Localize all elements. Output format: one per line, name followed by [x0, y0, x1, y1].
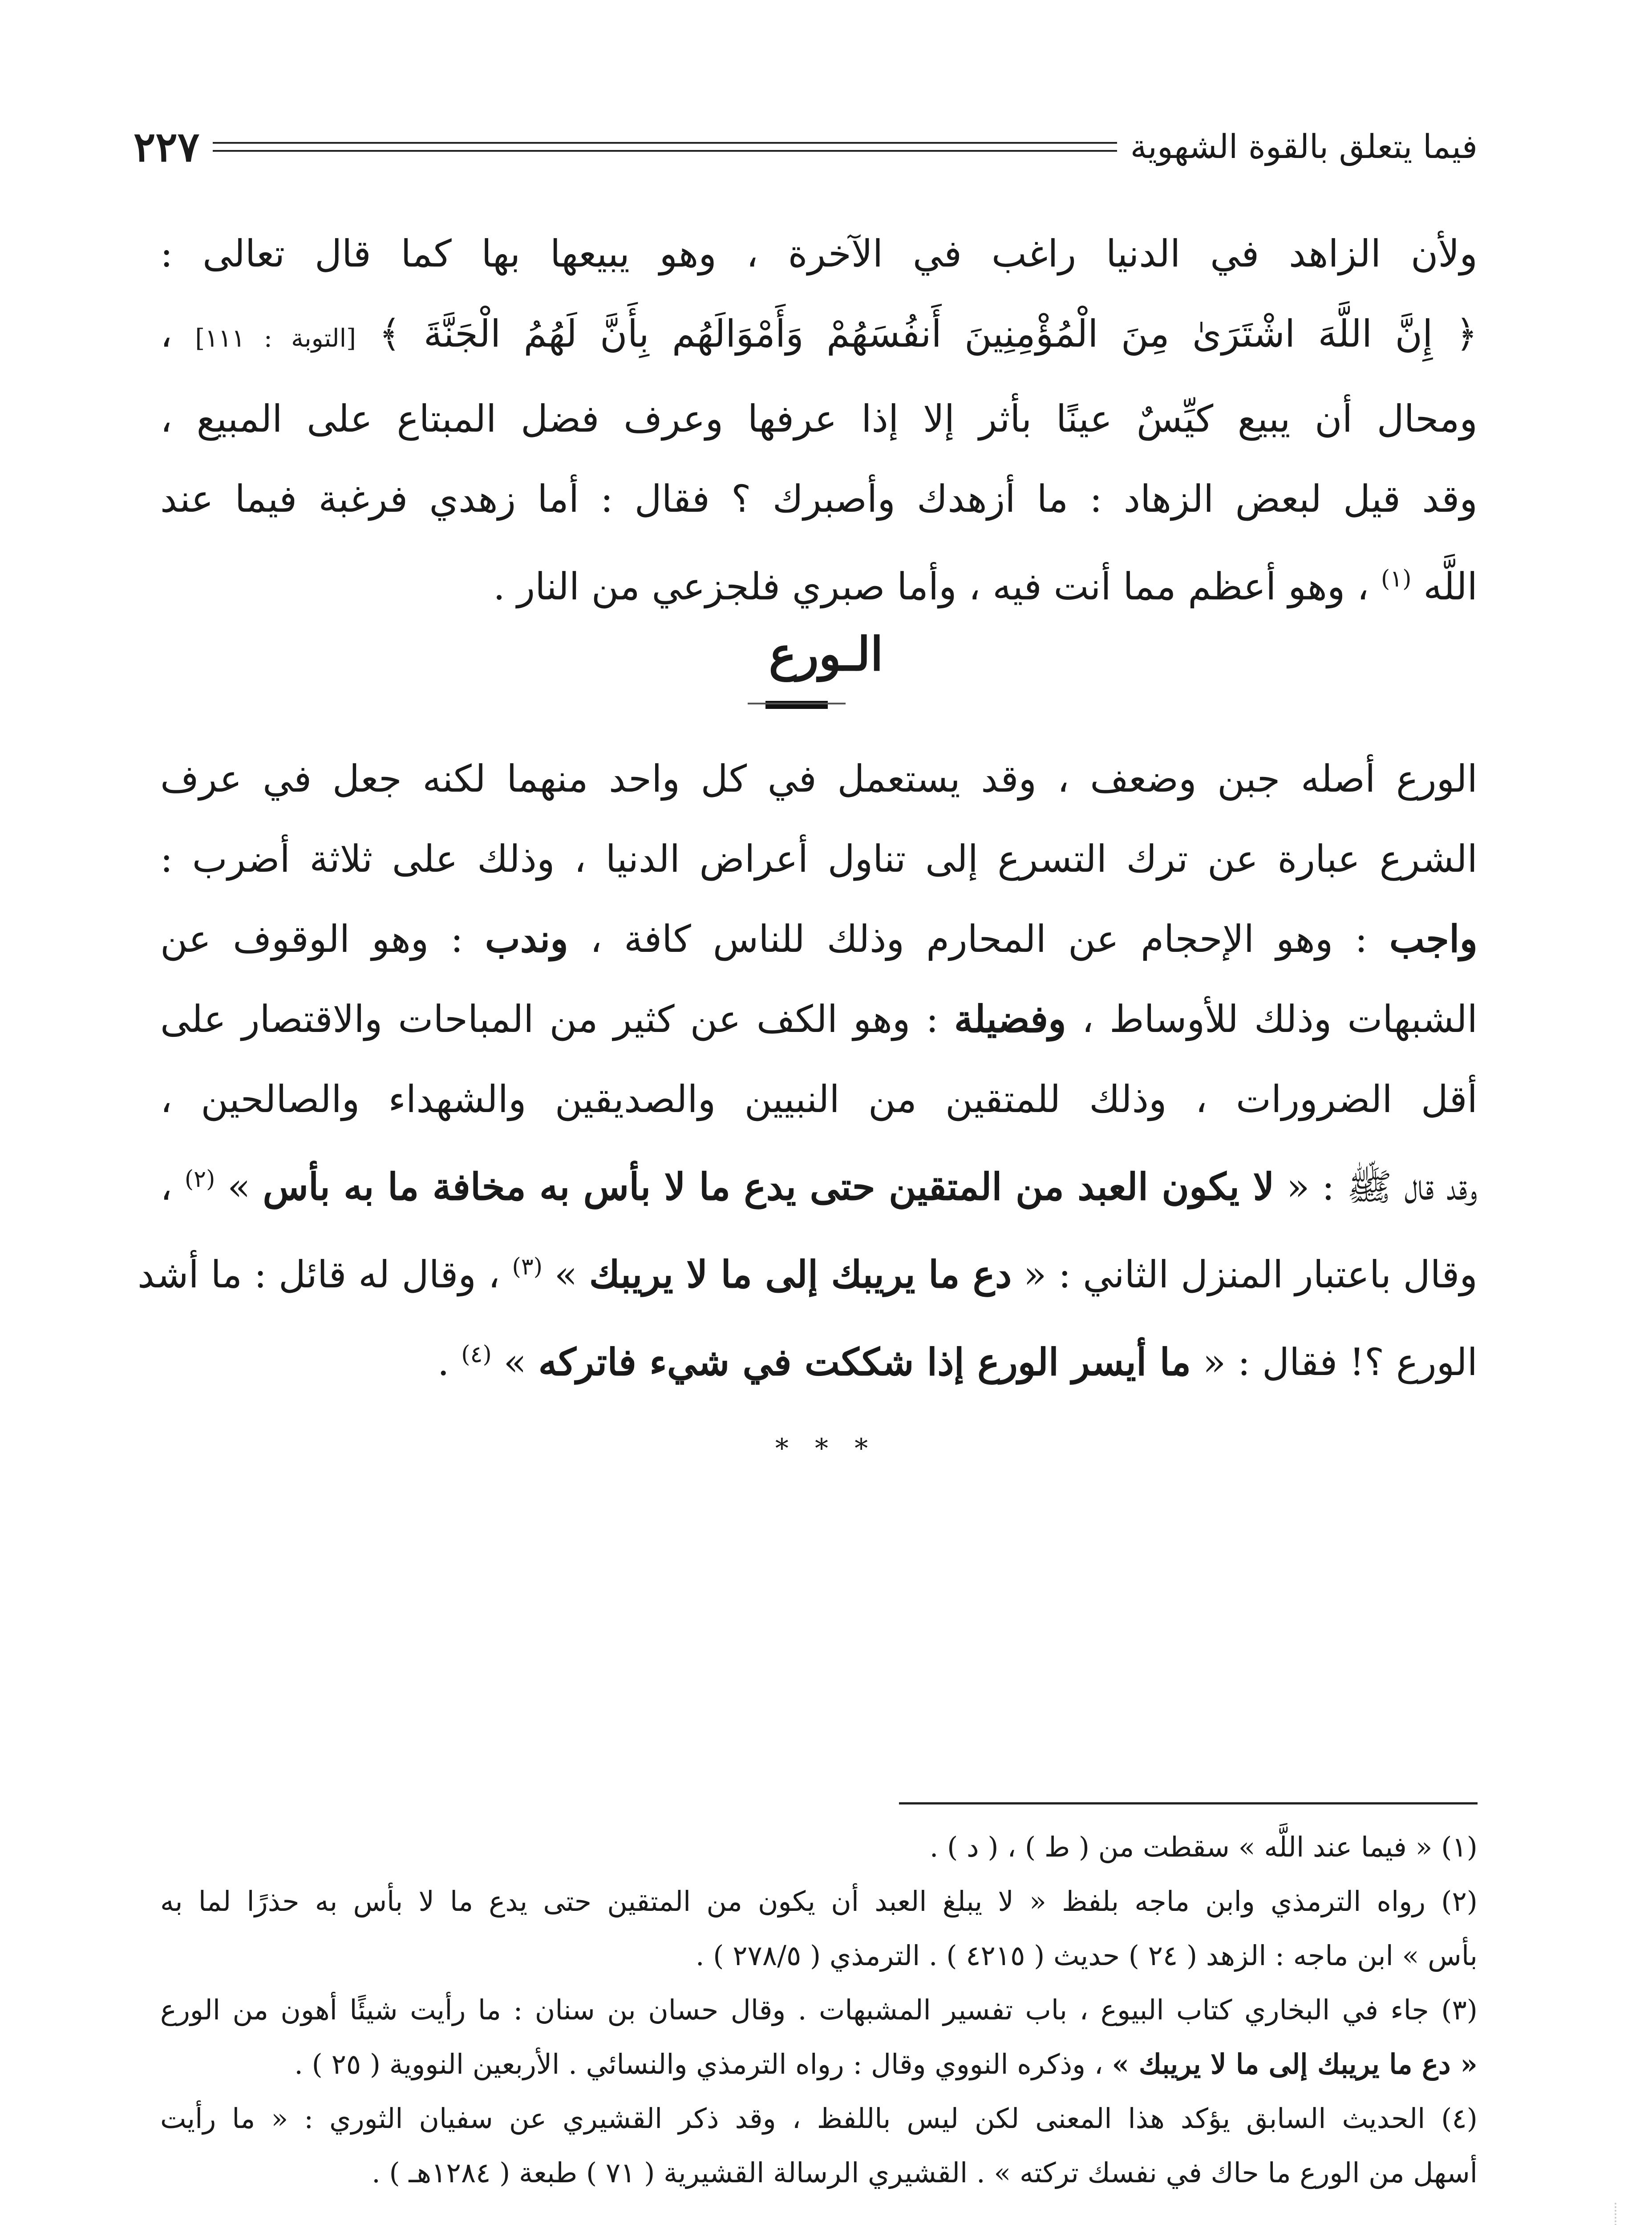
- footnotes: [160, 1820, 1478, 2200]
- text-span: »: [554, 1253, 578, 1296]
- footnote-3-line: (٣) جاء في البخاري كتاب البيوع ، باب تفسير المشبهات . وقال حسان بن سنان : ما رأيت شيئًا أهون من الورع: [160, 1994, 1478, 2026]
- text-span: ، وهو أعظم مما أنت فيه ، وأما صبري فلجزعي من النار .: [493, 565, 1369, 608]
- punctuation: ،: [160, 312, 173, 356]
- hadith-text: « دع ما يريبك إلى ما لا يريبك »: [1112, 2048, 1478, 2080]
- ornament-line: [748, 703, 846, 704]
- scan-artifact: [1613, 2203, 1616, 2225]
- hadith-text: ما أيسر الورع إذا شككت في شيء فاتركه: [538, 1340, 1191, 1384]
- text-span: ، وقال له قائل : ما أشد: [138, 1253, 500, 1296]
- footnote-marker: (٣): [512, 1254, 543, 1280]
- punctuation: ،: [160, 1165, 173, 1209]
- footnote-4-line: (٤) الحديث السابق يؤكد هذا المعنى لكن ليس باللفظ ، وقد ذكر القشيري عن سفيان الثوري : « ما رأيت: [160, 2102, 1478, 2135]
- text-span: »: [227, 1165, 251, 1209]
- text-line: [160, 539, 1478, 627]
- text-span: ، وذكره النووي وقال : رواه الترمذي والنسائي . الأربعين النووية ( ٢٥ ) .: [294, 2048, 1103, 2080]
- text-line-quran: [160, 294, 1478, 379]
- header-rule: [213, 142, 1117, 152]
- text-line: ولأن الزاهد في الدنيا راغب في الآخرة ، وهو يبيعها بها كما قال تعالى :: [160, 232, 1478, 275]
- text-line: أقل الضرورات ، وذلك للمتقين من النبيين والصديقين والشهداء والصالحين ،: [160, 1077, 1478, 1121]
- heading-ornament: [748, 701, 908, 709]
- section-separator: * * *: [775, 1433, 877, 1464]
- header-title: فيما يتعلق بالقوة الشهوية: [1130, 128, 1478, 166]
- text-span: اللَّه: [1423, 565, 1478, 608]
- footnote-2-line: بأس » ابن ماجه : الزهد ( ٢٤ ) حديث ( ٤٢١٥ ) . الترمذي ( ٢٧٨/٥ ) .: [695, 1939, 1478, 1972]
- quran-verse: ﴿ إِنَّ اللَّهَ اشْتَرَىٰ مِنَ الْمُؤْمِنِينَ أَنفُسَهُمْ وَأَمْوَالَهُم بِأَنَّ لَهُمُ الْجَنَّةَ ﴾: [379, 312, 1478, 356]
- text-line: [160, 979, 1478, 1059]
- punctuation: .: [437, 1340, 449, 1384]
- paragraph-zuhd: [160, 214, 1478, 627]
- text-line: [160, 1139, 1478, 1227]
- text-line: الورع أصله جبن وضعف ، وقد يستعمل في كل واحد منهما لكنه جعل في عرف: [160, 757, 1478, 801]
- text-span: الشبهات وذلك للأوساط ،: [1081, 997, 1478, 1041]
- text-line: [160, 899, 1478, 979]
- term-nadb: وندب: [485, 917, 568, 961]
- hadith-text: لا يكون العبد من المتقين حتى يدع ما لا بأس به مخافة ما به بأس: [263, 1165, 1275, 1209]
- text-line: ومحال أن يبيع كيِّسٌ عينًا بأثر إلا إذا عرفها وعرف فضل المبتاع على المبيع ،: [160, 397, 1478, 441]
- text-span: وقال باعتبار المنزل الثاني : «: [1024, 1253, 1478, 1296]
- text-span: : وهو الكف عن كثير من المباحات والاقتصار على: [160, 997, 939, 1041]
- text-span: وقد قال ﷺ : «: [1287, 1165, 1478, 1209]
- footnote-3-line: [160, 2037, 1478, 2092]
- footnote-rule: [899, 1802, 1478, 1804]
- term-fadila: وفضيلة: [954, 997, 1066, 1041]
- term-wajib: واجب: [1389, 917, 1478, 961]
- text-span: الورع ؟! فقال : «: [1203, 1340, 1478, 1384]
- text-line: [138, 1227, 1478, 1315]
- section-heading: الـورع: [769, 627, 883, 681]
- text-line: الشرع عبارة عن ترك التسرع إلى تناول أعراض الدنيا ، وذلك على ثلاثة أضرب :: [160, 837, 1478, 881]
- text-line: وقد قيل لبعض الزهاد : ما أزهدك وأصبرك ؟ فقال : أما زهدي فرغبة فيما عند: [160, 477, 1478, 521]
- footnote-marker: (١): [1381, 566, 1412, 592]
- text-span: »: [503, 1340, 526, 1384]
- footnote-marker: (٢): [184, 1166, 215, 1193]
- hadith-text: دع ما يريبك إلى ما لا يريبك: [589, 1252, 1012, 1296]
- footnote-1: (١) « فيما عند اللَّه » سقطت من ( ط ) ، ( د ) .: [929, 1831, 1478, 1863]
- text-span: : وهو الوقوف عن: [160, 917, 463, 961]
- footnote-marker: (٤): [461, 1341, 492, 1368]
- text-span: : وهو الإحجام عن المحارم وذلك للناس كافة ،: [590, 917, 1368, 961]
- running-header: [134, 120, 1478, 174]
- page-number: ٢٢٧: [134, 123, 200, 171]
- verse-reference: [التوبة : ١١١]: [195, 324, 356, 353]
- ornament-bar: [765, 701, 828, 709]
- paragraph-wara: [138, 739, 1478, 1402]
- footnote-4-line: أسهل من الورع ما حاك في نفسك تركته » . القشيري الرسالة القشيرية ( ٧١ ) طبعة ( ١٢٨٤هـ ) .: [372, 2156, 1478, 2189]
- text-line: [160, 1315, 1478, 1402]
- footnote-2-line: (٢) رواه الترمذي وابن ماجه بلفظ « لا يبلغ العبد أن يكون من المتقين حتى يدع ما لا بأس به حذرًا لما به: [160, 1885, 1478, 1918]
